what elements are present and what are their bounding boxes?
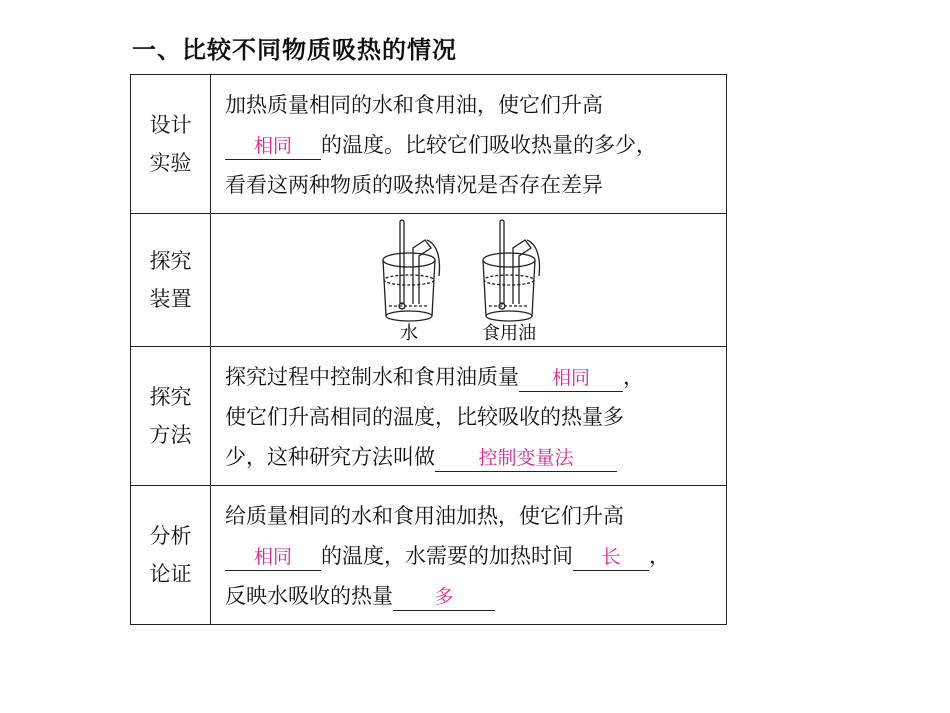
row-content: [211, 347, 727, 486]
answer-blank[interactable]: 相同: [225, 544, 321, 571]
text-segment: 少，这种研究方法叫做: [225, 445, 435, 469]
experiment-table: [130, 74, 727, 625]
text-segment: 反映水吸收的热量: [225, 584, 393, 608]
row-label-line: 设计: [149, 113, 192, 137]
text-line: [225, 496, 714, 536]
row-label-line: 论证: [149, 562, 192, 586]
stirrer-icon: [513, 240, 540, 304]
text-segment: ，: [649, 544, 670, 568]
row-label-line: 分析: [149, 524, 192, 548]
answer-blank[interactable]: 多: [393, 584, 495, 611]
row-label: [131, 486, 211, 625]
text-line: [225, 576, 714, 616]
text-line: [225, 125, 714, 165]
row-label-line: 方法: [149, 423, 192, 447]
text-line: [225, 85, 714, 125]
text-segment: 看看这两种物质的吸热情况是否存在差异: [225, 173, 603, 197]
caption-water: 水: [399, 322, 418, 343]
row-label: [131, 75, 211, 214]
answer-blank[interactable]: 相同: [519, 365, 623, 392]
text-segment: 加热质量相同的水和食用油，使它们升高: [225, 93, 603, 117]
stirrer-icon: [413, 240, 440, 304]
text-line: [225, 165, 714, 205]
table-row: [131, 75, 727, 214]
thermometer-icon: [399, 220, 405, 309]
text-line: [225, 536, 714, 576]
text-segment: 探究过程中控制水和食用油质量: [225, 365, 519, 389]
row-label-line: 探究: [149, 385, 192, 409]
row-label: [131, 347, 211, 486]
row-label-line: 探究: [149, 249, 192, 273]
text-segment: ，: [623, 365, 644, 389]
section-title: 一、比较不同物质吸热的情况: [132, 36, 457, 64]
table-row: [131, 486, 727, 625]
text-segment: 的温度。比较它们吸收热量的多少，: [321, 133, 657, 157]
row-content: [211, 214, 727, 347]
text-segment: 使它们升高相同的温度，比较吸收的热量多: [225, 405, 624, 429]
answer-blank[interactable]: 控制变量法: [435, 445, 617, 472]
answer-blank[interactable]: 相同: [225, 133, 321, 160]
row-content: [211, 486, 727, 625]
row-content: [211, 75, 727, 214]
row-label: [131, 214, 211, 347]
apparatus-diagram: [369, 218, 569, 343]
text-line: [225, 357, 714, 397]
thermometer-icon: [499, 220, 505, 309]
row-label-line: 实验: [149, 151, 192, 175]
answer-blank[interactable]: 长: [573, 544, 649, 571]
text-line: [225, 437, 714, 477]
table-row: [131, 214, 727, 347]
text-segment: 的温度，水需要的加热时间: [321, 544, 573, 568]
text-segment: 给质量相同的水和食用油加热，使它们升高: [225, 504, 624, 528]
text-line: [225, 397, 714, 437]
caption-oil: 食用油: [481, 322, 536, 343]
row-label-line: 装置: [149, 287, 192, 311]
water-beaker: [383, 253, 435, 321]
oil-beaker: [483, 253, 535, 321]
table-row: [131, 347, 727, 486]
